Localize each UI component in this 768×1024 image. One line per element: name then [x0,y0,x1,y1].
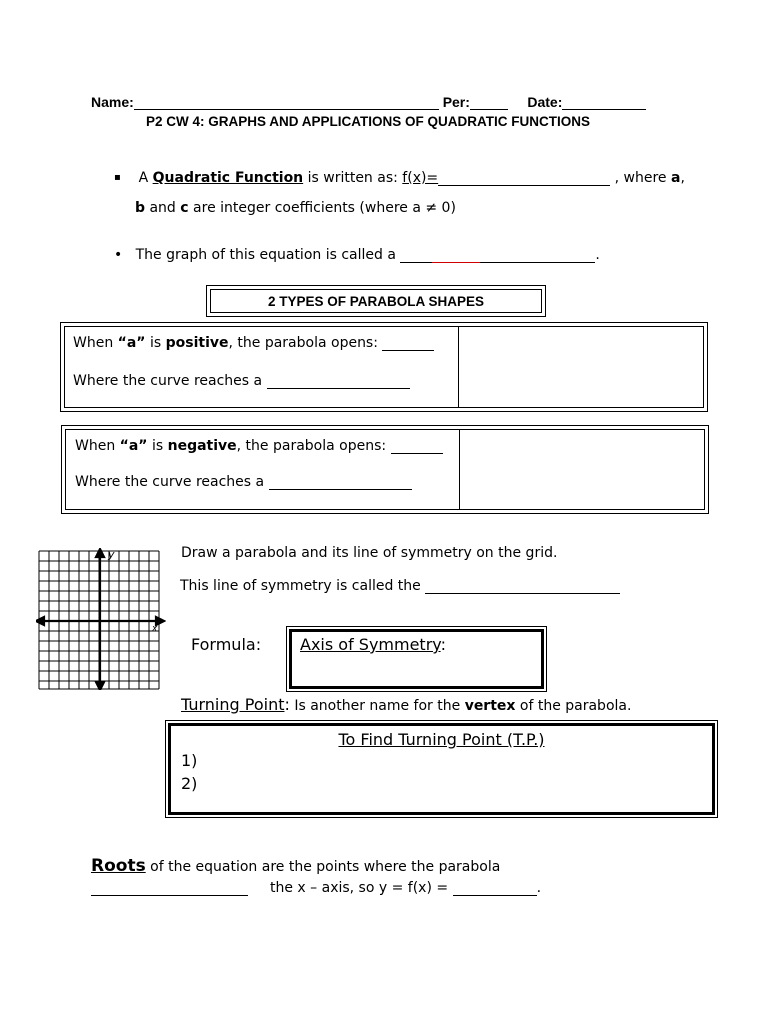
roots-line2 [91,880,541,896]
positive-opens [73,335,434,351]
name-blank[interactable] [134,95,439,110]
positive-reaches [73,373,410,389]
bullet-text: The graph of this equation is called a [135,247,401,263]
graph-name-blank[interactable] [400,248,595,263]
box-text: Where the curve reaches a [75,474,269,490]
y-axis-label: y [108,548,115,561]
tp-box [165,720,718,818]
page-title: P2 CW 4: GRAPHS AND APPLICATIONS OF QUADRATIC FUNCTIONS [146,114,591,129]
negative-reaches [75,474,412,490]
bullet-text: is written as: [303,170,403,186]
per-label: Per: [442,94,470,110]
symmetry-label: This line of symmetry is called the [180,578,426,594]
fx-label: f(x)= [402,170,439,186]
symmetry-blank[interactable] [425,579,620,594]
bullet-graph [114,247,600,263]
bullet-text: and [145,200,181,216]
negative-divider [459,429,460,510]
tp-step-1: 1) [181,751,198,770]
bullet-text: , [680,170,685,186]
positive-box [60,322,708,412]
bullet-quadratic [114,170,685,186]
axis-symmetry-colon: : [440,635,446,654]
symmetry-line-text [180,578,620,594]
negative-box [61,425,709,514]
box-text: Where the curve reaches a [73,373,267,389]
per-blank[interactable] [470,95,508,110]
formula-label: Formula: [191,635,262,654]
a-quote: “a” [119,438,148,454]
negative-reaches-blank[interactable] [269,475,412,490]
fx-blank[interactable] [438,171,610,186]
date-label: Date: [527,94,563,110]
coordinate-grid[interactable] [36,548,166,690]
tp-step-2: 2) [181,774,198,793]
coef-a: a [670,170,681,186]
bullet-text: . [595,247,600,263]
axis-symmetry-label: Axis of Symmetry [300,635,441,654]
turning-text: Is another name for the [289,698,465,714]
roots-text: . [536,880,542,896]
roots-blank-1[interactable] [91,881,248,896]
negative-opens [75,438,443,454]
name-label: Name: [91,94,134,110]
turning-point-label: Turning Point [181,695,285,714]
axis-symmetry-box [286,626,547,692]
positive-divider [458,326,459,408]
roots-word: Roots [91,856,146,876]
roots-text: of the equation are the points where the parabola [145,859,501,875]
coef-c: c [180,200,189,216]
box-text: is [145,335,166,351]
roots-blank-2[interactable] [453,881,537,896]
square-bullet-icon: ▪ [114,172,121,183]
box-text: When [75,438,120,454]
vertex-word: vertex [464,698,516,714]
roots-text: the x – axis, so y = f(x) = [270,880,453,896]
draw-instruction: Draw a parabola and its line of symmetry on the grid. [181,545,558,561]
date-blank[interactable] [562,95,646,110]
axis-symmetry-heading [300,635,446,654]
box-text: When [73,335,118,351]
name-line [91,94,646,110]
turning-colon: : [284,695,290,714]
a-quote: “a” [117,335,146,351]
box-text: , the parabola opens: [228,335,383,351]
round-bullet-icon: • [114,247,123,263]
negative-opens-blank[interactable] [391,439,443,454]
roots-line1 [91,856,500,876]
bullet-text: are integer coefficients (where a ≠ 0) [188,200,456,216]
bullet-quadratic-line2 [135,200,456,216]
negative-word: negative [167,438,237,454]
bullet-text: , where [610,170,671,186]
grid-axes [36,549,164,690]
turning-point-line [181,695,631,714]
red-mark [432,262,480,263]
quadratic-function-term: Quadratic Function [152,170,304,186]
box-text: , the parabola opens: [236,438,391,454]
turning-text: of the parabola. [515,698,632,714]
x-axis-label: x [152,624,158,634]
bullet-text: A [138,170,153,186]
positive-reaches-blank[interactable] [267,374,410,389]
types-title: 2 TYPES OF PARABOLA SHAPES [267,294,485,309]
tp-title: To Find Turning Point (T.P.) [338,730,545,749]
positive-word: positive [165,335,229,351]
box-text: is [147,438,168,454]
coef-b: b [135,200,146,216]
types-title-box [206,285,546,317]
positive-opens-blank[interactable] [382,336,434,351]
